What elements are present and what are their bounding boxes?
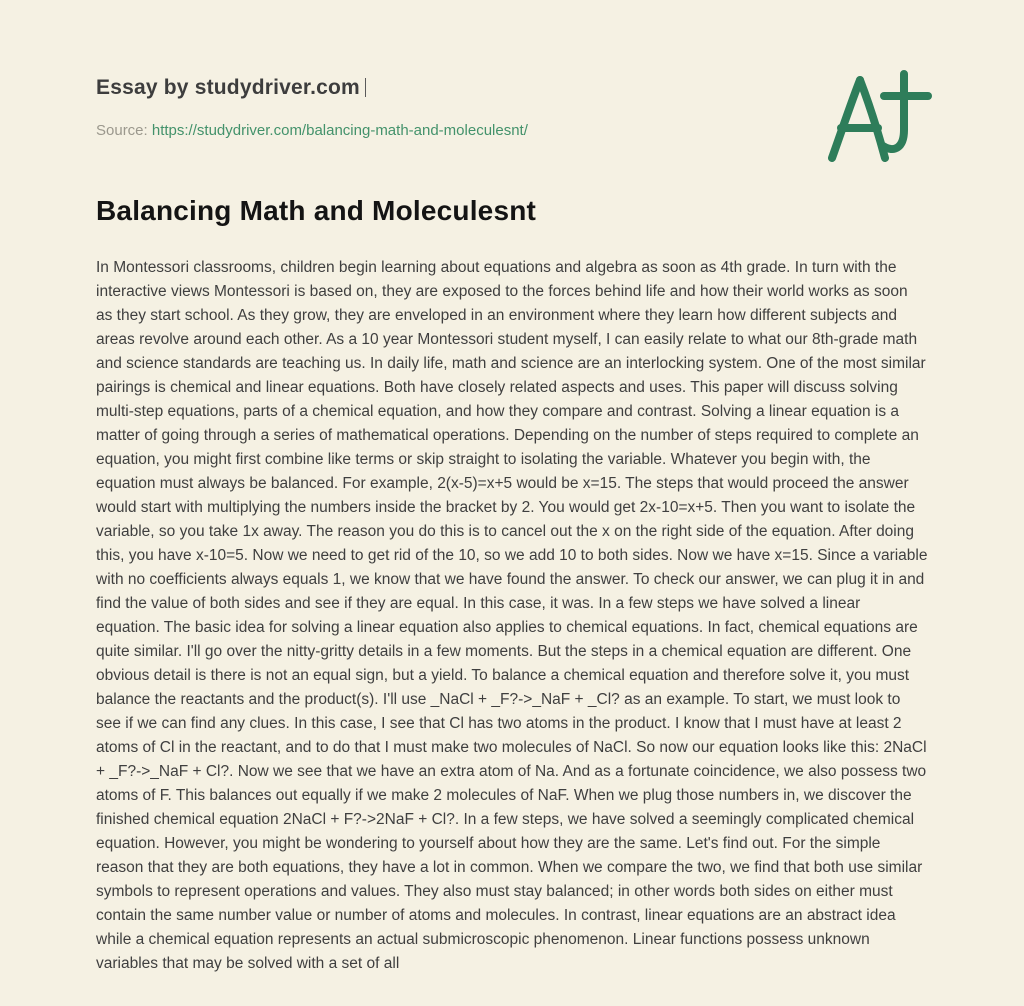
page-header-label: Essay by studydriver.com xyxy=(96,76,360,99)
essay-title: Balancing Math and Moleculesnt xyxy=(96,195,537,226)
source-link[interactable]: https://studydriver.com/balancing-math-and-moleculesnt/ xyxy=(151,122,528,139)
essay-body: In Montessori classrooms, children begin learning about equations and algebra as soon as 4th grade. In turn with the interactive views Montessori is based on, they are exposed to the forces behind life and how their world works as soon as they start school. As they grow, they are enveloped in an environment where they learn how different subjects and areas revolve around each other. As a 10 year Montessori student myself, I can easily relate to what our 8th-grade math and science standards are teaching us. In daily life, math and science are an interlocking system. One of the most similar pairings is chemical and linear equations. Both have closely related aspects and uses. This paper will discuss solving multi-step equations, parts of a chemical equation, and how they compare and contrast. Solving a linear equation is a matter of going through a series of mathematical operations. Depending on the number of steps required to complete an equation, you might first combine like terms or skip straight to isolating the variable. Whatever you begin with, the equation must always be balanced. For example, 2(x-5)=x+5 would be x=15. The steps that would proceed the answer would start with multiplying the numbers inside the bracket by 2. You would get 2x-10=x+5. Then you want to isolate the variable, so you take 1x away. The reason you do this is to cancel out the x on the right side of the equation. After doing this, you have x-10=5. Now we need to get rid of the 10, so we add 10 to both sides. Now we have x=15. Since a variable with no coefficients always equals 1, we know that we have found the answer. To check our answer, we can plug it in and find the value of both sides and see if they are equal. In this case, it was. In a few steps we have solved a linear equation. The basic idea for solving a linear equation also applies to chemical equations. In fact, chemical equations are quite similar. I'll go over the nitty-gritty details in a few moments. But the steps in a chemical equation are different. One obvious detail is there is not an equal sign, but a yield. To balance a chemical equation and therefore solve it, you must balance the reactants and the product(s). I'll use _NaCl + _F?->_NaF + _Cl? as an example. To start, we must look to see if we can find any clues. In this case, I see that Cl has two atoms in the product. I know that I must have at least 2 atoms of Cl in the reactant, and to do that I must make two molecules of NaCl. So now our equation looks like this: 2NaCl + _F?->_NaF + Cl?. Now we see that we have an extra atom of Na. And as a fortunate coincidence, we also possess two atoms of F. This balances out equally if we make 2 molecules of NaF. When we plug those numbers in, we discover the finished chemical equation 2NaCl + F?->2NaF + Cl?. In a few steps, we have solved a seemingly complicated chemical equation. However, you might be wondering to yourself about how they are the same. Let's find out. For the simple reason that they are both equations, they have a lot in common. When we compare the two, we find that both use similar symbols to represent operations and values. They also must stay balanced; in other words both sides on either must contain the same number value or number of atoms and molecules. In contrast, linear equations are an abstract idea while a chemical equation represents an actual submicroscopic phenomenon. Linear functions possess unknown variables that may be solved with a set of all xyxy=(96,259,928,972)
page-header xyxy=(96,0,928,100)
source-line xyxy=(96,122,928,139)
page-content xyxy=(96,0,928,976)
source-label: Source: xyxy=(96,122,148,139)
text-cursor xyxy=(365,78,366,97)
